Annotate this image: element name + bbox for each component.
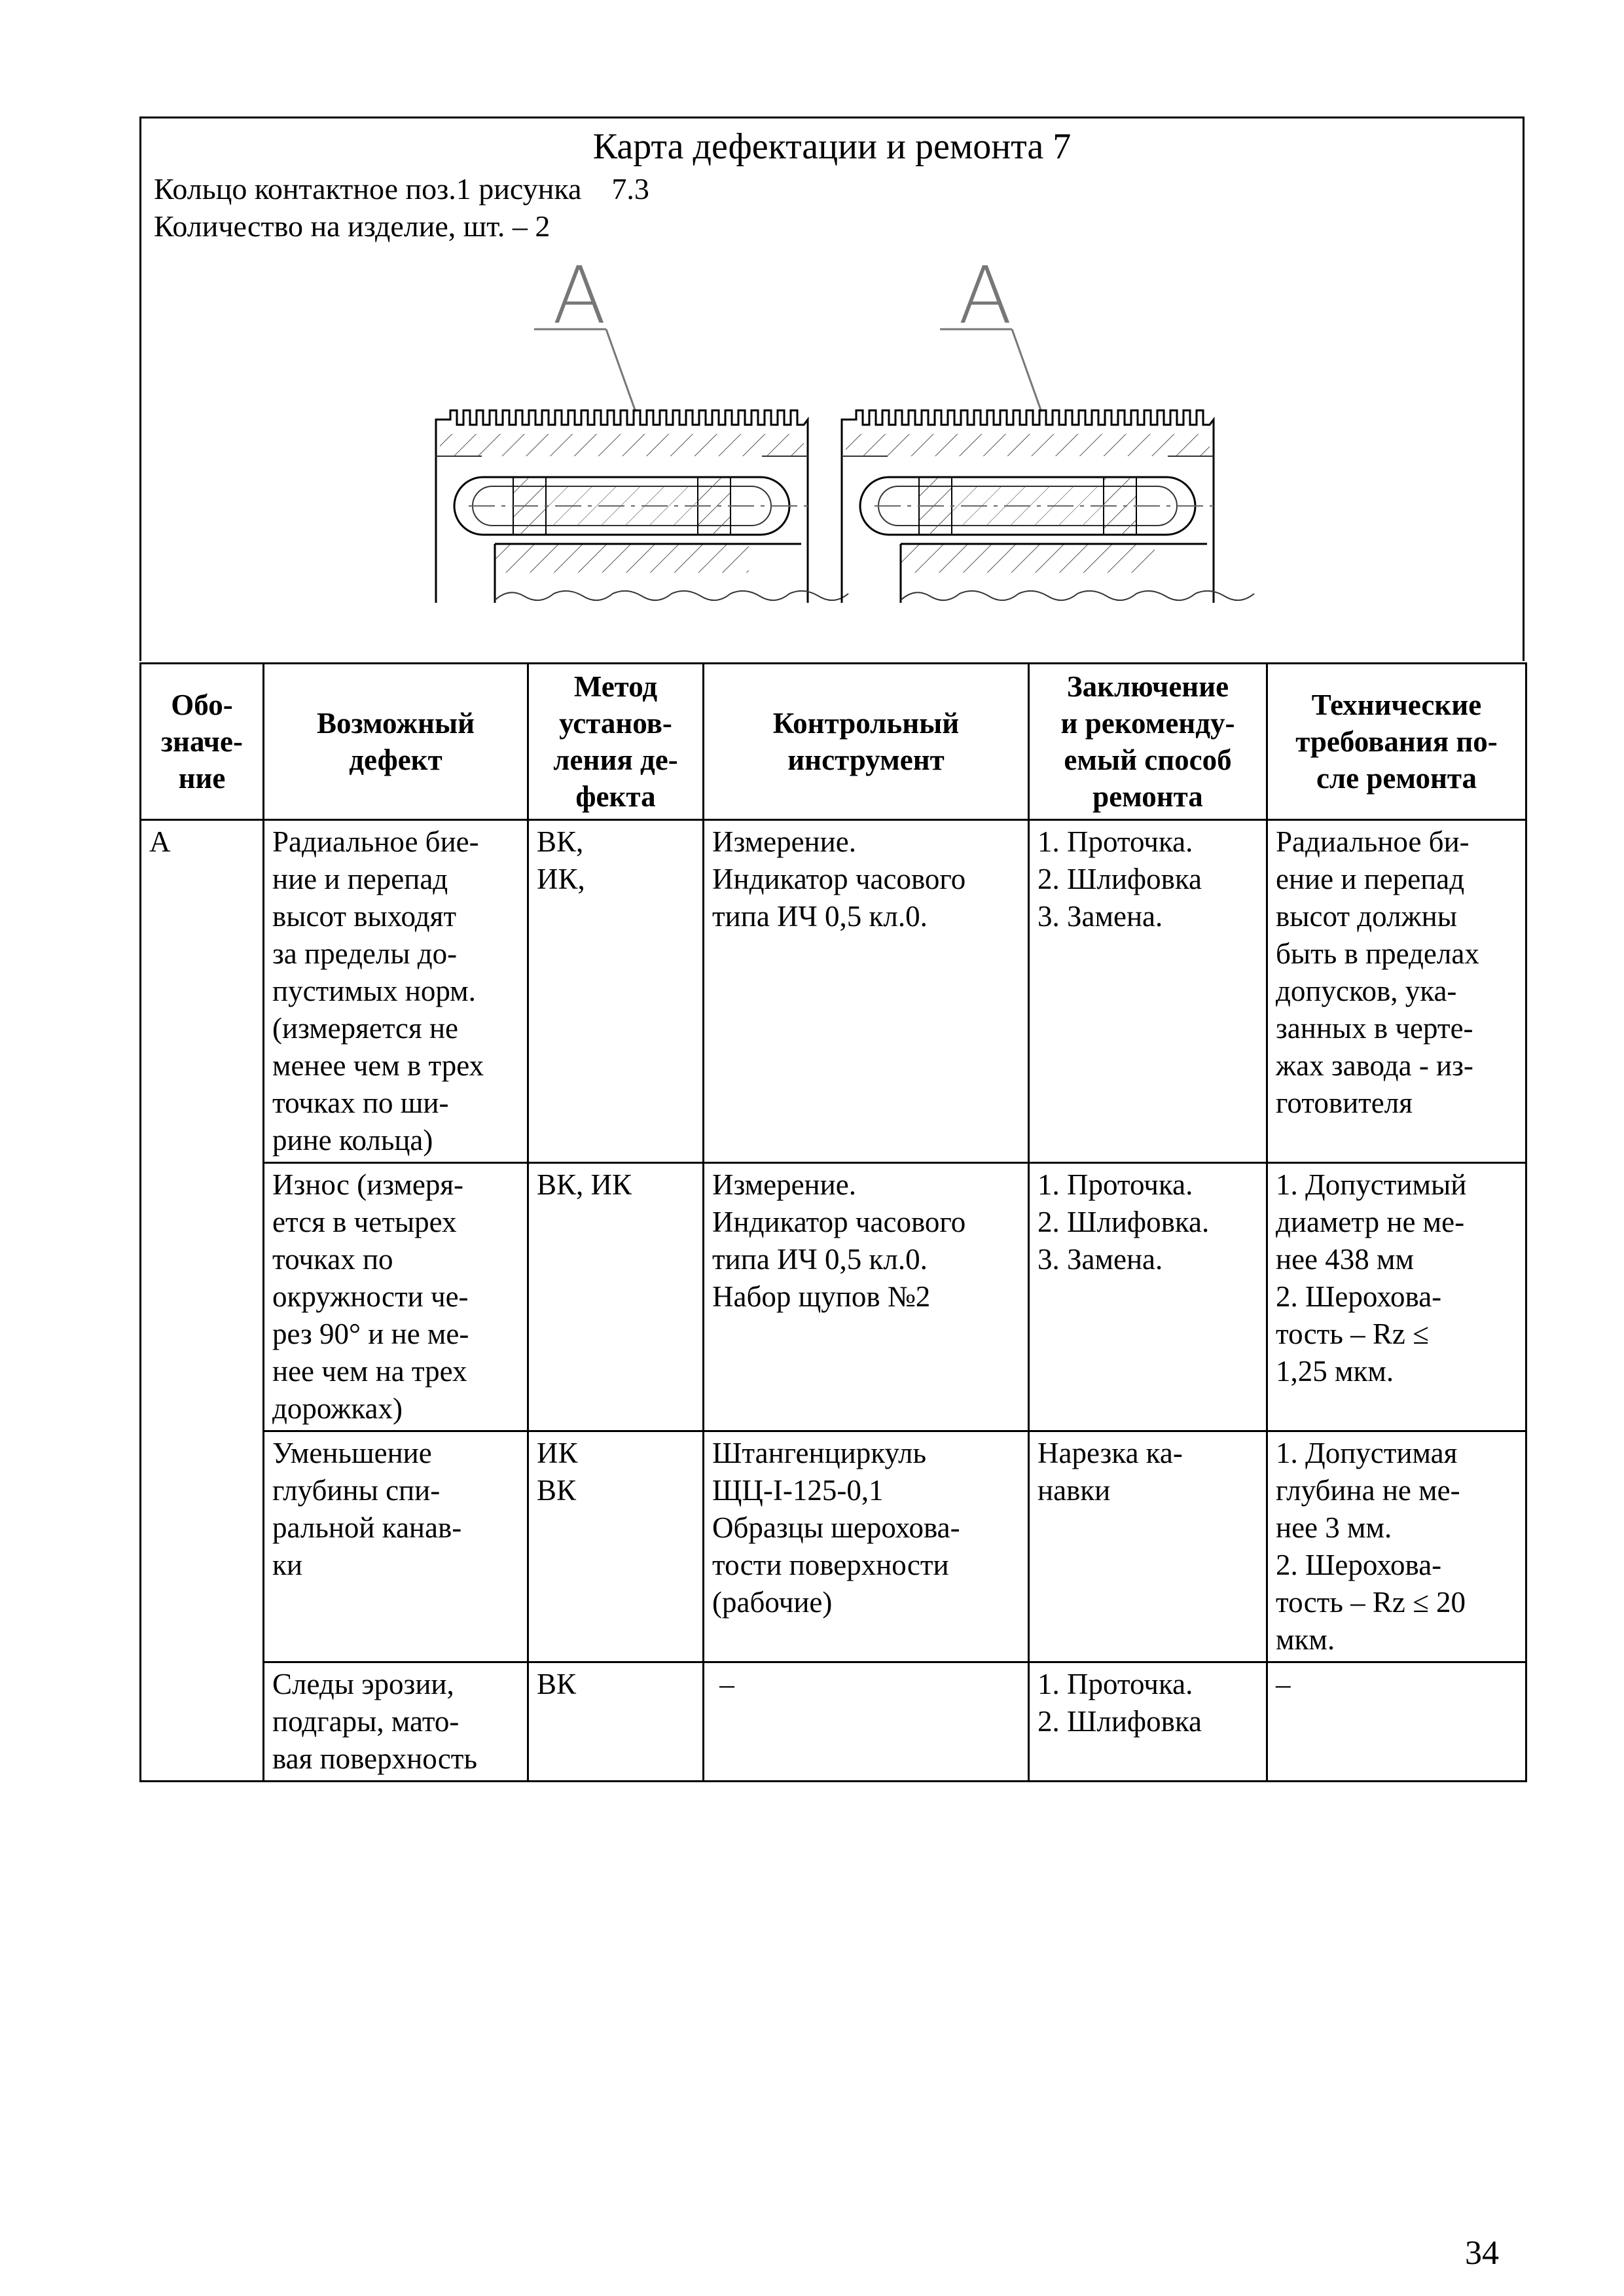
designation-cell: А xyxy=(141,820,264,1782)
quantity-line: Количество на изделие, шт. – 2 xyxy=(154,209,550,243)
requirements-cell: – xyxy=(1267,1662,1526,1782)
defect-table xyxy=(139,662,1527,1782)
repair-cell: 1. Проточка. 2. Шлифовка 3. Замена. xyxy=(1029,820,1267,1163)
card-title: Карта дефектации и ремонта 7 xyxy=(592,126,1072,167)
ring-section-left xyxy=(436,251,848,603)
header-repair: Заключение и рекоменду- емый способ ремонта xyxy=(1029,664,1267,820)
requirements-cell: 1. Допустимая глубина не ме- нее 3 мм. 2. Шерохова- тость – Rz ≤ 20 мкм. xyxy=(1267,1431,1526,1662)
table-row xyxy=(141,820,1526,1163)
part-line: Кольцо контактное поз.1 рисунка 7.3 xyxy=(154,172,649,206)
defect-cell: Уменьшение глубины спи- ральной канав- ки xyxy=(264,1431,528,1662)
table-header-row xyxy=(141,664,1526,820)
table-row xyxy=(141,1431,1526,1662)
repair-cell: 1. Проточка. 2. Шлифовка xyxy=(1029,1662,1267,1782)
page-number: 34 xyxy=(1465,2234,1499,2272)
header-designation: Обо- значе- ние xyxy=(141,664,264,820)
repair-cell: Нарезка ка- навки xyxy=(1029,1431,1267,1662)
requirements-cell: Радиальное би- ение и перепад высот должны быть в пределах допусков, ука- занных в черте- жах завода - из- готовителя xyxy=(1267,820,1526,1163)
tool-cell: Измерение. Индикатор часового типа ИЧ 0,5 кл.0. xyxy=(704,820,1029,1163)
ring-section-drawing xyxy=(141,118,1526,663)
requirements-cell: 1. Допустимый диаметр не ме- нее 438 мм 2. Шерохова- тость – Rz ≤ 1,25 мкм. xyxy=(1267,1163,1526,1431)
ring-section-right xyxy=(842,251,1254,603)
header-method: Метод установ- ления де- фекта xyxy=(528,664,704,820)
tool-cell: Штангенциркуль ЩЦ-I-125-0,1 Образцы шерохова- тости поверхности (рабочие) xyxy=(704,1431,1029,1662)
method-cell: ВК, ИК, xyxy=(528,820,704,1163)
header-tool: Контрольный инструмент xyxy=(704,664,1029,820)
header-defect: Возможный дефект xyxy=(264,664,528,820)
defect-cell: Износ (измеря- ется в четырех точках по окружности че- рез 90° и не ме- нее чем на трех дорожках) xyxy=(264,1163,528,1431)
defect-cell: Следы эрозии, подгары, мато- вая поверхность xyxy=(264,1662,528,1782)
tool-cell: Измерение. Индикатор часового типа ИЧ 0,5 кл.0. Набор щупов №2 xyxy=(704,1163,1029,1431)
repair-cell: 1. Проточка. 2. Шлифовка. 3. Замена. xyxy=(1029,1163,1267,1431)
table-row xyxy=(141,1163,1526,1431)
header-requirements: Технические требования по- сле ремонта xyxy=(1267,664,1526,820)
table-row xyxy=(141,1662,1526,1782)
callout-letter: А xyxy=(552,251,607,342)
method-cell: ИК ВК xyxy=(528,1431,704,1662)
defect-cell: Радиальное бие- ние и перепад высот выходят за пределы до- пустимых норм. (измеряется не менее чем в трех точках по ши- рине кольца) xyxy=(264,820,528,1163)
method-cell: ВК xyxy=(528,1662,704,1782)
card-frame xyxy=(139,117,1525,661)
tool-cell: – xyxy=(704,1662,1029,1782)
callout-letter: А xyxy=(958,251,1013,342)
method-cell: ВК, ИК xyxy=(528,1163,704,1431)
